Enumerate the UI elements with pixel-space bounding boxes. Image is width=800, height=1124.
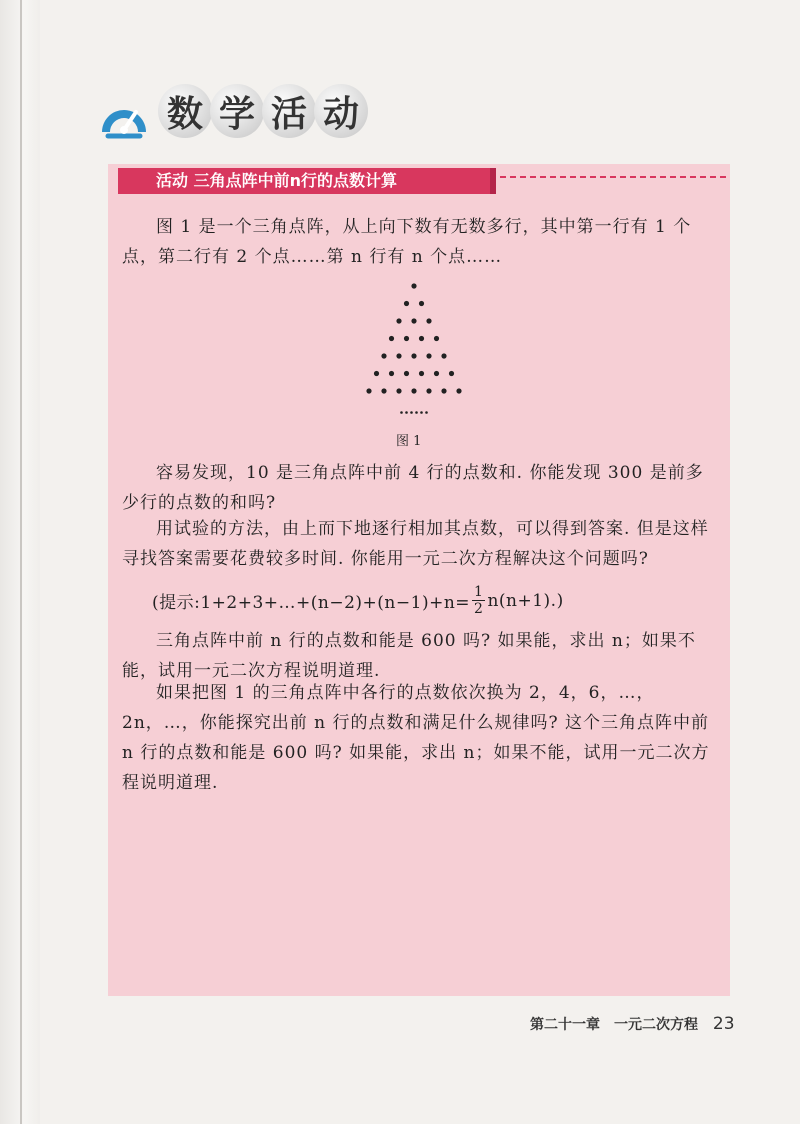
dot — [426, 353, 431, 358]
page-number: 23 — [712, 1014, 735, 1034]
dot — [374, 371, 379, 376]
hint-prefix: (提示:1+2+3+…+(n−2)+(n−1)+n= — [152, 593, 471, 613]
dot — [449, 371, 454, 376]
dot — [381, 353, 386, 358]
dot — [419, 336, 424, 341]
ellipsis-dot — [405, 411, 408, 414]
triangle-dot-figure — [336, 276, 486, 426]
title-char: 活 — [262, 84, 316, 138]
fraction — [472, 584, 485, 617]
dot — [426, 388, 431, 393]
dot — [426, 318, 431, 323]
hint-suffix: n(n+1).) — [487, 590, 564, 611]
dot — [396, 353, 401, 358]
paragraph-intro: 图 1 是一个三角点阵，从上向下数有无数多行，其中第一行有 1 个点，第二行有 2 个点……第 n 行有 n 个点…… — [122, 217, 692, 267]
dot — [389, 336, 394, 341]
ellipsis-dot — [425, 411, 428, 414]
dot — [441, 388, 446, 393]
dot — [396, 318, 401, 323]
fraction-denominator: 2 — [474, 601, 484, 617]
title-char: 动 — [314, 84, 368, 138]
page-footer — [530, 1014, 735, 1034]
paragraph-trial: 用试验的方法，由上而下地逐行相加其点数，可以得到答案. 但是这样寻找答案需要花费较多时间. 你能用一元二次方程解决这个问题吗? — [122, 519, 709, 569]
dot — [381, 388, 386, 393]
figure-caption: 图 1 — [396, 434, 422, 449]
dot — [434, 336, 439, 341]
paragraph-extension: 如果把图 1 的三角点阵中各行的点数依次换为 2，4，6，…，2n，…，你能探究出前 n 行的点数和满足什么规律吗? 这个三角点阵中前 n 行的点数和能是 600 吗? 如果能，求出 n；如果不能，试用一元二次方程说明道理. — [122, 683, 710, 793]
speedometer-logo-icon — [98, 96, 150, 140]
paragraph-question-600: 三角点阵中前 n 行的点数和能是 600 吗? 如果能，求出 n；如果不能，试用一元二次方程说明道理. — [122, 631, 696, 681]
dot — [456, 388, 461, 393]
dot — [411, 353, 416, 358]
dot — [411, 388, 416, 393]
activity-banner: 活动 三角点阵中前n行的点数计算 — [118, 168, 490, 194]
dot — [404, 371, 409, 376]
hint-formula — [152, 584, 564, 617]
dot — [404, 301, 409, 306]
dot — [366, 388, 371, 393]
dot — [419, 301, 424, 306]
binding-line — [20, 0, 22, 1124]
dot — [419, 371, 424, 376]
chapter-label: 第二十一章 一元二次方程 — [530, 1017, 698, 1033]
title-char: 数 — [158, 84, 212, 138]
fraction-numerator: 1 — [474, 584, 484, 600]
ellipsis-dot — [410, 411, 413, 414]
ellipsis-dot — [420, 411, 423, 414]
banner-tab — [490, 168, 496, 194]
title-char: 学 — [210, 84, 264, 138]
ellipsis-dot — [415, 411, 418, 414]
dashed-rule — [500, 176, 726, 178]
dot — [411, 318, 416, 323]
dot — [434, 371, 439, 376]
dot — [441, 353, 446, 358]
paragraph-discovery: 容易发现，10 是三角点阵中前 4 行的点数和. 你能发现 300 是前多少行的点数的和吗? — [122, 463, 704, 513]
dot — [389, 371, 394, 376]
dot — [396, 388, 401, 393]
dot — [404, 336, 409, 341]
dot — [411, 283, 416, 288]
ellipsis-dot — [400, 411, 403, 414]
